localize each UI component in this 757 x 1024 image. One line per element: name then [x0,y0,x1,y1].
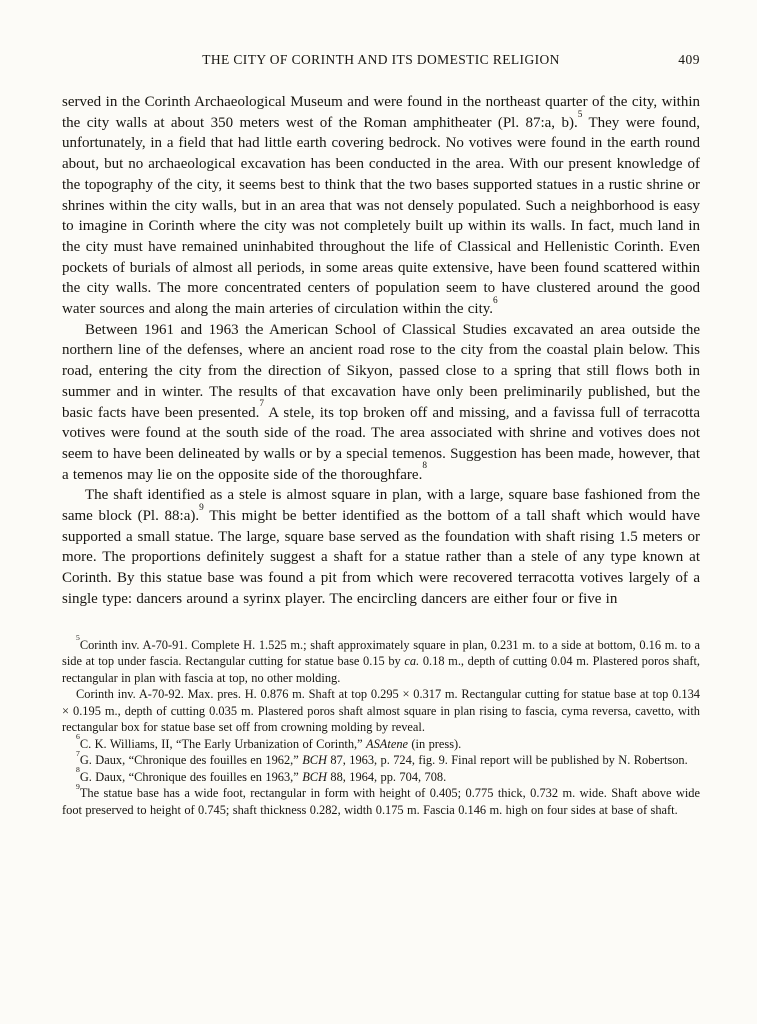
italic-text: ASAtene [366,736,409,751]
body-text [62,92,700,610]
footnote [62,732,700,753]
footnote-reference: 5 [76,633,80,642]
footnote-reference: 7 [76,748,80,758]
running-head [62,52,700,68]
footnote [62,781,700,818]
text-run: The statue base has a wide foot, rectangular in form with height of 0.405; 0.775 thick, 0.732 m. wide. Shaft above wide foot preserved to height of 0.745; shaft thickness 0.282, width 0.175 m. Fascia 0.146 m. high on four sides at base of shaft. [62,786,700,817]
italic-text: BCH [302,769,327,784]
text-run: Corinth inv. A-70-92. Max. pres. H. 0.876 m. Shaft at top 0.295 × 0.317 m. Rectangular cutting for statue base at top 0.134 × 0.195 m., depth of cutting 0.035 m. Plastered poros shaft almost square in plan rising to fascia, cyma reversa, cavetto, with rectangular box for statue base set off from crowning molding by reveal. [62,687,700,735]
text-run: The shaft identified as a stele is almost square in plan, with a large, square base fashioned from the same block (Pl. 88:a). [62,487,700,525]
footnote-reference: 9 [199,502,204,513]
text-run: G. Daux, “Chronique des fouilles en 1962,” [79,753,303,768]
footnote-reference: 9 [76,781,80,791]
text-run: Between 1961 and 1963 the American School of Classical Studies excavated an area outside the northern line of the defenses, where an ancient road rose to the city from the coastal plain below. This road, entering the city from the direction of Sikyon, passed close to a spring that still flows both in summer and in winter. The results of that excavation have only been preliminarily published, but the basic facts have been presented. [62,321,700,421]
text-run: served in the Corinth Archaeological Museum and were found in the northeast quarter of the city, within the city walls at about 350 meters west of the Roman amphitheater (Pl. 87:a, b). [62,94,700,131]
italic-text: BCH [302,753,327,768]
text-run: Corinth inv. A-70-91. Complete H. 1.525 m.; shaft approximately square in plan, 0.231 m. to a side at bottom, 0.16 m. to a side at top under fascia. Rectangular cutting for statue base 0.15 by [62,637,700,669]
body-paragraph [62,320,700,486]
text-run: 87, 1963, p. 724, fig. 9. Final report will be published by N. Robertson. [326,753,688,768]
footnote [62,633,700,687]
italic-text: ca. [404,654,420,669]
text-run: (in press). [408,736,462,751]
text-run: 0.18 m., depth of cutting 0.04 m. Plastered poros shaft, rectangular in plan with fascia at top, no other molding. [62,654,700,685]
text-run: C. K. Williams, II, “The Early Urbanization of Corinth,” [79,736,367,751]
footnotes-section [62,633,700,819]
body-paragraph [62,92,700,320]
footnote [62,765,700,786]
footnote-reference: 7 [259,399,265,410]
footnote-reference: 6 [493,295,498,306]
footnote-reference: 8 [422,461,427,472]
footnote [62,686,700,736]
body-paragraph [62,485,700,609]
text-run: 88, 1964, pp. 704, 708. [326,769,447,784]
footnote-reference: 8 [76,765,80,774]
text-run: A stele, its top broken off and missing, and a favissa full of terracotta votives were found at the south side of the road. The area associated with shrine and votives does not seem to have been delineated by walls or by a special temenos. Suggestion has been made, however, that a temenos may lie on the opposite side of the thoroughfare. [62,404,700,483]
running-title: THE CITY OF CORINTH AND ITS DOMESTIC RELIGION [202,52,560,67]
footnote [62,748,700,769]
page-number: 409 [678,52,700,67]
footnote-reference: 6 [76,732,80,741]
text-run: G. Daux, “Chronique des fouilles en 1963,” [79,769,303,784]
footnote-reference: 5 [577,109,583,120]
text-run: This might be better identified as the bottom of a tall shaft which would have supported a small statue. The large, square base served as the foundation with shaft rising 1.5 meters or more. The proportions definitely suggest a shaft for a statue rather than a stele of any type known at Corinth. By this statue base was found a pit from which were recovered terracotta votives largely of a single type: dancers around a syrinx player. The encircling dancers are either four or five in [62,508,700,607]
text-run: They were found, unfortunately, in a field that had little earth covering bedrock. No votives were found in the earth round about, but no archaeological excavation has been conducted in the area. With our present knowledge of the topography of the city, it seems best to think that the two bases supported statues in a rustic shrine or shrines within the city walls, but in an area that was not densely populated. Such a neighborhood is easy to imagine in Corinth where the city was not completely built up within its walls. In fact, much land in the city must have remained uninhabited throughout the life of Classical and Hellenistic Corinth. Even pockets of burials of almost all periods, in some areas quite extensive, have been found scattered within the city walls. The more concentrated centers of population seem to have clustered around the good water sources and along the main arteries of circulation within the city. [62,114,700,318]
